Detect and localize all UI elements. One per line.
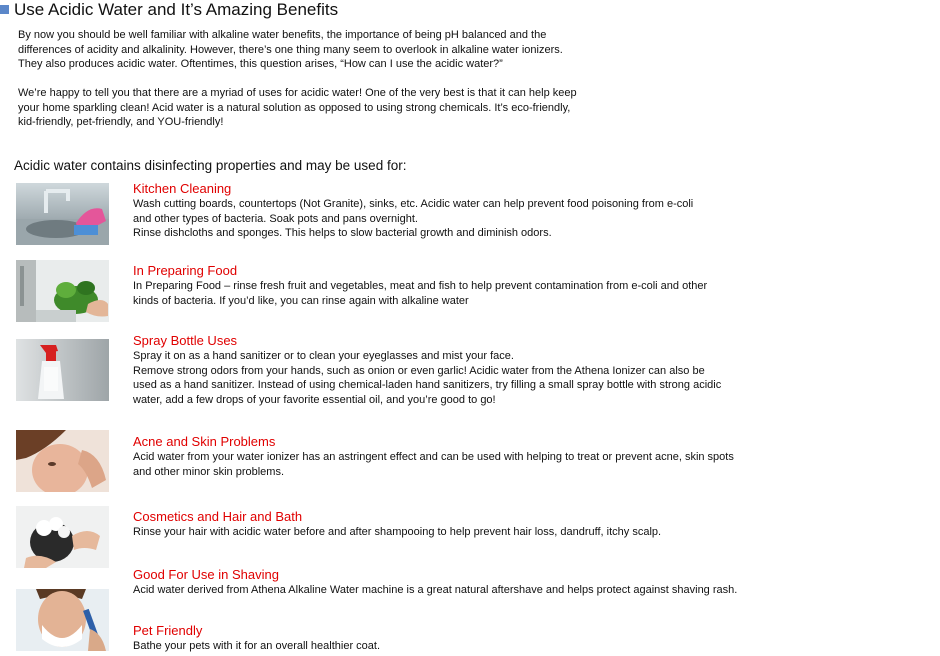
intro-line: They also produces acidic water. Oftentimes, this question arises, “How can I use the acidic water?” [18,58,503,70]
intro-paragraph-1 [18,28,648,72]
intro-line: differences of acidity and alkalinity. However, there’s one thing many seem to overlook in alkaline water ionizers. [18,43,563,56]
use-desc-cosmetics-hair [133,525,803,540]
intro-line: We’re happy to tell you that there are a myriad of uses for acidic water! One of the very best is that it can help keep [18,87,577,99]
intro-line: kid-friendly, pet-friendly, and YOU-friendly! [18,116,224,128]
intro-line: By now you should be well familiar with alkaline water benefits, the importance of being pH balanced and the [18,29,547,41]
desc-line: Rinse your hair with acidic water before and after shampooing to help prevent hair loss, dandruff, itchy scalp. [133,526,662,538]
desc-line: Bathe your pets with it for an overall healthier coat. [133,640,381,652]
desc-line: and other minor skin problems. [133,465,285,478]
rinsing-vegetables-image [16,260,109,322]
use-title-pet-friendly: Pet Friendly [133,623,203,638]
desc-line: Wash cutting boards, countertops (Not Granite), sinks, etc. Acidic water can help prevent food poisoning from e-coli [133,198,694,210]
use-desc-spray-bottle [133,349,803,407]
desc-line: In Preparing Food – rinse fresh fruit and vegetables, meat and fish to help prevent contamination from e-coli and other [133,280,708,292]
uses-heading: Acidic water contains disinfecting properties and may be used for: [14,158,407,173]
desc-line: Remove strong odors from your hands, such as onion or even garlic! Acidic water from the Athena Ionizer can also be [133,364,705,377]
title-bullet-icon [0,5,9,14]
shampoo-hair-image [16,506,109,568]
intro-line: your home sparkling clean! Acid water is a natural solution as opposed to using strong chemicals. It’s eco-friendly, [18,101,571,114]
use-desc-preparing-food [133,279,803,308]
desc-line: Rinse dishcloths and sponges. This helps to slow bacterial growth and diminish odors. [133,227,552,239]
desc-line: Spray it on as a hand sanitizer or to clean your eyeglasses and mist your face. [133,350,514,362]
use-title-spray-bottle: Spray Bottle Uses [133,333,238,348]
page-title: Use Acidic Water and It’s Amazing Benefits [14,0,339,19]
kitchen-sink-image [16,183,109,245]
use-title-cosmetics-hair: Cosmetics and Hair and Bath [133,509,303,524]
desc-line: and other types of bacteria. Soak pots and pans overnight. [133,212,418,225]
desc-line: used as a hand sanitizer. Instead of using chemical-laden hand sanitizers, try filling a small spray bottle with strong acidic [133,379,722,391]
desc-line: kinds of bacteria. If you’d like, you can rinse again with alkaline water [133,294,469,307]
desc-line: water, add a few drops of your favorite essential oil, and you’re good to go! [133,393,496,406]
use-desc-acne-skin [133,450,803,479]
shaving-man-image [16,589,109,651]
use-title-shaving: Good For Use in Shaving [133,567,279,582]
use-desc-shaving [133,583,803,598]
use-title-preparing-food: In Preparing Food [133,263,238,278]
use-desc-pet-friendly [133,639,803,654]
face-skin-image [16,430,109,492]
use-title-acne-skin: Acne and Skin Problems [133,434,276,449]
spray-bottle-image [16,339,109,401]
intro-paragraph-2 [18,86,648,130]
desc-line: Acid water derived from Athena Alkaline Water machine is a great natural aftershave and helps protect against shaving rash. [133,584,738,596]
use-title-kitchen-cleaning: Kitchen Cleaning [133,181,232,196]
desc-line: Acid water from your water ionizer has an astringent effect and can be used with helping to treat or prevent acne, skin spots [133,451,734,463]
use-desc-kitchen-cleaning [133,197,803,241]
